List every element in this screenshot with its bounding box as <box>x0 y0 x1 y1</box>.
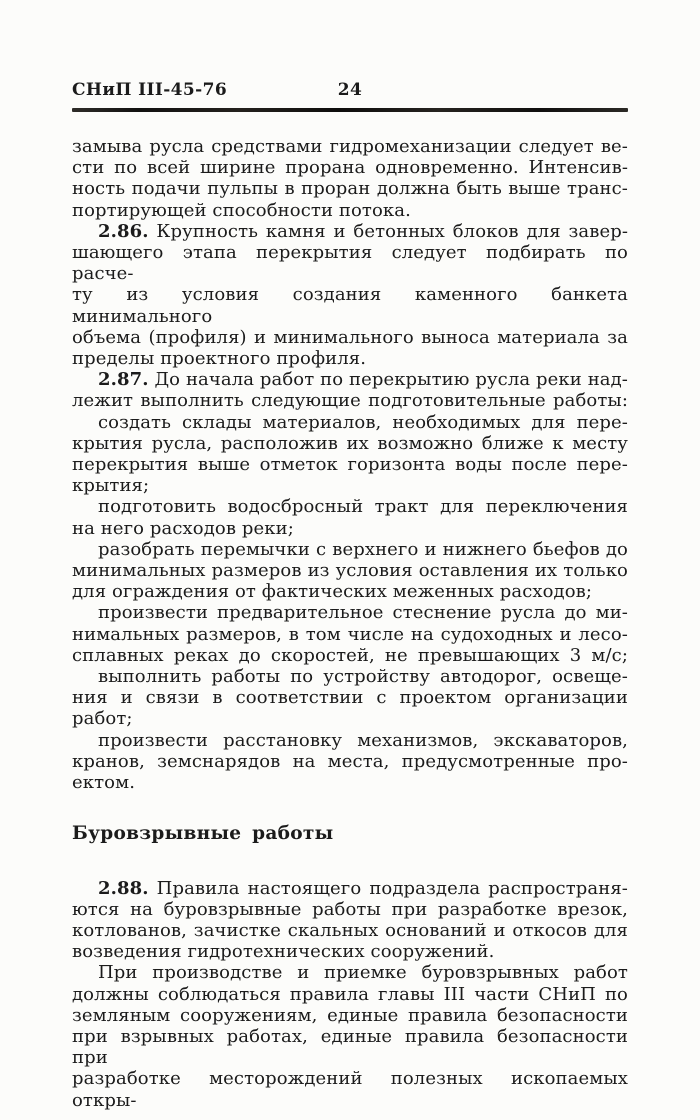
text-line: кранов, земснарядов на места, предусмотренные про- <box>72 750 628 772</box>
text-line: ту из условия создания каменного банкета минимального <box>72 284 628 327</box>
paragraph <box>72 369 628 411</box>
text-line: нимальных размеров, в том числе на судоходных и лесо- <box>72 623 628 645</box>
text-line: на него расходов реки; <box>72 517 294 539</box>
text-line: сти по всей ширине прорана одновременно. Интенсив- <box>72 157 628 179</box>
paragraph <box>72 730 628 794</box>
paragraph <box>72 412 628 497</box>
document-code: СНиП III-45-76 <box>72 80 228 100</box>
text-line: работ; <box>72 708 133 730</box>
text-line: минимальных размеров из условия оставления их только <box>72 560 628 582</box>
text-line: произвести расстановку механизмов, экскаваторов, <box>98 729 628 751</box>
text-line: портирующей способности потока. <box>72 199 411 221</box>
text-line: замыва русла средствами гидромеханизации следует ве- <box>72 136 628 157</box>
section-heading: Буровзрывные работы <box>72 823 334 845</box>
text-line: 2.86. Крупность камня и бетонных блоков для завер- <box>98 220 628 242</box>
text-line: возведения гидротехнических сооружений. <box>72 941 495 963</box>
text-line: котлованов, зачистке скальных оснований и откосов для <box>72 919 628 941</box>
text-line: сплавных реках до скоростей, не превышающих 3 м/с; <box>72 644 628 666</box>
text-line: пределы проектного профиля. <box>72 348 367 370</box>
text-line: при взрывных работах, единые правила безопасности при <box>72 1025 628 1069</box>
paragraph <box>72 136 628 221</box>
section-number: 2.86. <box>98 220 149 242</box>
text-line: шающего этапа перекрытия следует подбирать по расче- <box>72 242 628 285</box>
paragraph <box>72 539 628 603</box>
text-line: земляным сооружениям, единые правила безопасности <box>72 1004 628 1026</box>
text-line: подготовить водосбросный тракт для переключения <box>98 496 628 518</box>
paragraph <box>72 666 628 730</box>
text-line: 2.88. Правила настоящего подраздела распространя- <box>98 877 628 899</box>
paragraph <box>72 496 628 538</box>
text-line: При производстве и приемке буровзрывных работ <box>98 962 628 984</box>
page-header <box>72 80 628 100</box>
text-line: лежит выполнить следующие подготовительные работы: <box>72 390 628 412</box>
text-line: 2.87. До начала работ по перекрытию русла реки над- <box>98 369 628 391</box>
paragraph <box>72 878 628 963</box>
header-rule <box>72 108 628 112</box>
text-line: ются на буровзрывные работы при разработке врезок, <box>72 898 628 920</box>
text-line: разобрать перемычки с верхнего и нижнего бьефов до <box>98 538 628 560</box>
text-line: должны соблюдаться правила главы III части СНиП по <box>72 983 628 1005</box>
text-line: для ограждения от фактических меженных расходов; <box>72 581 593 603</box>
paragraph <box>72 962 628 1110</box>
document-body <box>72 136 628 1111</box>
text-line: создать склады материалов, необходимых для пере- <box>98 411 628 433</box>
text-line: крытия русла, расположив их возможно ближе к месту <box>72 432 628 454</box>
text-line: произвести предварительное стеснение русла до ми- <box>98 602 628 624</box>
text-line: ность подачи пульпы в проран должна быть выше транс- <box>72 178 628 200</box>
text-line: ектом. <box>72 772 136 794</box>
page-number: 24 <box>337 80 363 100</box>
paragraph <box>72 602 628 666</box>
paragraph <box>72 221 628 369</box>
text-line: ния и связи в соответствии с проектом организации <box>72 687 628 709</box>
text-line: разработке месторождений полезных ископаемых откры- <box>72 1068 628 1111</box>
section-number: 2.88. <box>98 877 149 899</box>
text-line: перекрытия выше отметок горизонта воды после пере- <box>72 454 628 476</box>
section-number: 2.87. <box>98 369 149 391</box>
text-line: крытия; <box>72 475 150 497</box>
text-line: выполнить работы по устройству автодорог, освеще- <box>98 666 628 688</box>
text-line: объема (профиля) и минимального выноса материала за <box>72 326 628 348</box>
